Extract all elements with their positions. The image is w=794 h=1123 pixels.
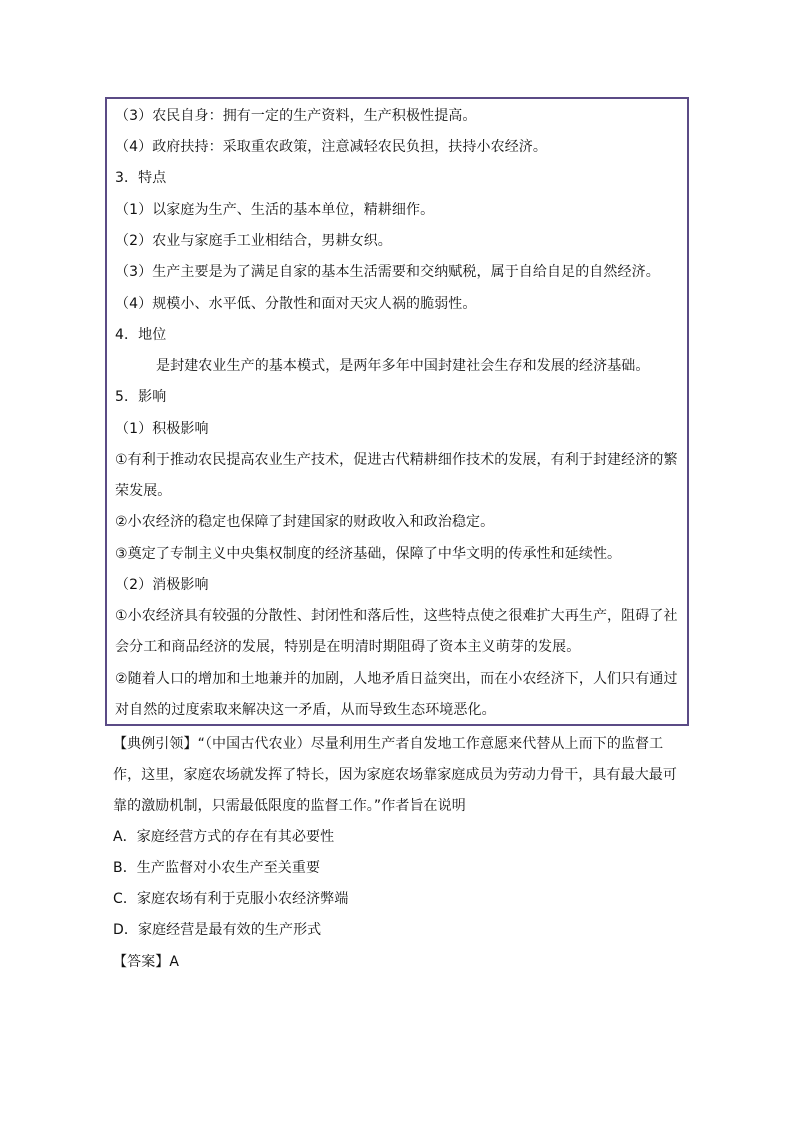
- text-line: （2）农业与家庭手工业相结合，男耕女织。: [115, 233, 392, 249]
- text-line: （3）农民自身：拥有一定的生产资料，生产积极性提高。: [115, 108, 477, 124]
- option-b: B．生产监督对小农生产至关重要: [113, 860, 321, 876]
- option-c: C．家庭农场有利于克服小农经济弊端: [113, 891, 349, 907]
- text-line: ②随着人口的增加和土地兼并的加剧，人地矛盾日益突出，而在小农经济下，人们只有通过: [115, 671, 678, 687]
- text-line: （1）以家庭为生产、生活的基本单位，精耕细作。: [115, 202, 435, 218]
- example-question-line: 作，这里，家庭农场就发挥了特长，因为家庭农场靠家庭成员为劳动力骨干，具有最大最可: [113, 767, 677, 783]
- text-line: ①有利于推动农民提高农业生产技术，促进古代精耕细作技术的发展，有利于封建经济的繁: [115, 452, 678, 468]
- text-line: （4）规模小、水平低、分散性和面对天灾人祸的脆弱性。: [115, 296, 477, 312]
- section-heading: 3．特点: [115, 170, 167, 186]
- text-line: 荣发展。: [115, 483, 172, 499]
- option-d: D．家庭经营是最有效的生产形式: [113, 922, 322, 938]
- text-line: ②小农经济的稳定也保障了封建国家的财政收入和政治稳定。: [115, 514, 495, 530]
- text-line: ③奠定了专制主义中央集权制度的经济基础，保障了中华文明的传承性和延续性。: [115, 546, 622, 562]
- example-question-line: 【典例引领】“（中国古代农业）尽量利用生产者自发地工作意愿来代替从上而下的监督工: [113, 736, 664, 752]
- option-a: A．家庭经营方式的存在有其必要性: [113, 829, 335, 845]
- text-line: 是封建农业生产的基本模式，是两年多年中国封建社会生存和发展的经济基础。: [156, 358, 650, 374]
- example-question-line: 靠的激励机制，只需最低限度的监督工作。”作者旨在说明: [113, 798, 466, 814]
- content-box: [105, 97, 689, 726]
- text-line: （1）积极影响: [115, 421, 209, 437]
- text-line: 会分工和商品经济的发展，特别是在明清时期阻碍了资本主义萌芽的发展。: [115, 639, 581, 655]
- text-line: ①小农经济具有较强的分散性、封闭性和落后性，这些特点使之很难扩大再生产，阻碍了社: [115, 608, 678, 624]
- text-line: （4）政府扶持：采取重农政策，注意减轻农民负担，扶持小农经济。: [115, 139, 548, 155]
- answer: 【答案】A: [113, 954, 180, 970]
- text-line: 对自然的过度索取来解决这一矛盾，从而导致生态环境恶化。: [115, 702, 496, 718]
- text-line: （2）消极影响: [115, 577, 209, 593]
- section-heading: 4．地位: [115, 327, 167, 343]
- section-heading: 5．影响: [115, 389, 167, 405]
- text-line: （3）生产主要是为了满足自家的基本生活需要和交纳赋税，属于自给自足的自然经济。: [115, 264, 660, 280]
